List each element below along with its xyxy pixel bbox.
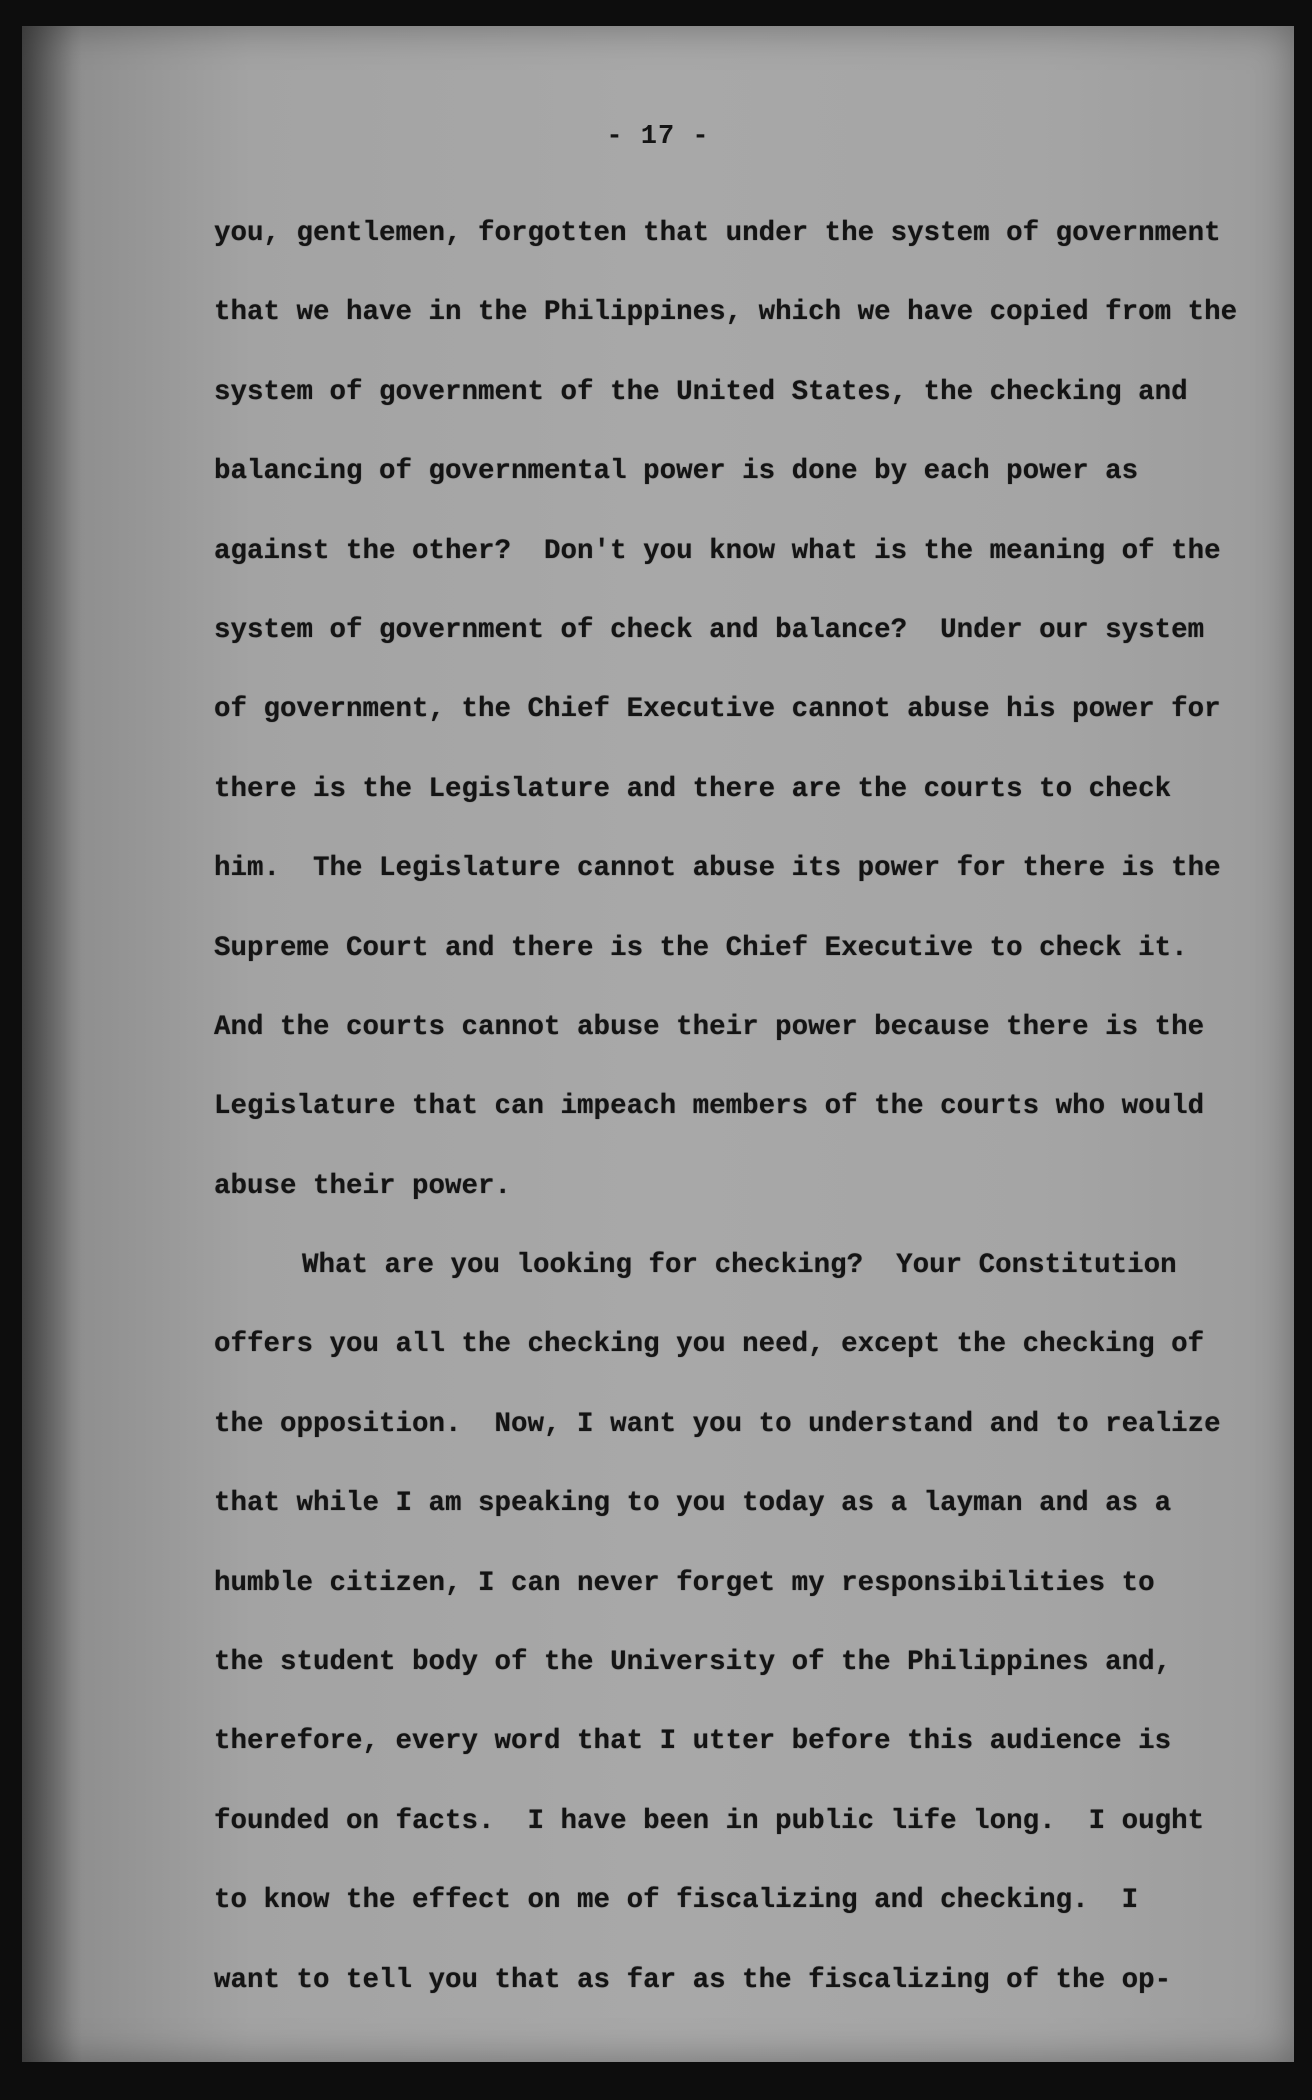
text-line: to know the effect on me of fiscalizing and checking. I — [214, 1885, 1139, 1917]
page-edge-shadow — [22, 26, 82, 2062]
typed-page — [22, 26, 1294, 2062]
text-line: founded on facts. I have been in public life long. I ought — [214, 1805, 1205, 1837]
text-line: Supreme Court and there is the Chief Executive to check it. — [214, 932, 1188, 964]
text-line: of government, the Chief Executive cannot abuse his power for — [214, 694, 1221, 726]
text-line: offers you all the checking you need, except the checking of — [214, 1329, 1205, 1361]
text-line: humble citizen, I can never forget my responsibilities to — [214, 1567, 1155, 1599]
text-line: want to tell you that as far as the fiscalizing of the op- — [214, 1964, 1172, 1996]
text-line: the student body of the University of the Philippines and, — [214, 1647, 1172, 1679]
text-line: And the courts cannot abuse their power because there is the — [214, 1011, 1205, 1043]
text-line: there is the Legislature and there are the courts to check — [214, 773, 1172, 805]
text-line-paragraph-start: What are you looking for checking? Your Constitution — [302, 1250, 1177, 1282]
text-line: the opposition. Now, I want you to understand and to realize — [214, 1408, 1221, 1440]
text-line: that we have in the Philippines, which we have copied from the — [214, 297, 1238, 329]
text-line: system of government of the United States, the checking and — [214, 376, 1188, 408]
text-line: you, gentlemen, forgotten that under the system of government — [214, 218, 1221, 249]
text-line: that while I am speaking to you today as a layman and as a — [214, 1488, 1172, 1520]
text-line: Legislature that can impeach members of the courts who would — [214, 1091, 1205, 1123]
text-line: abuse their power. — [214, 1170, 512, 1202]
text-line: balancing of governmental power is done by each power as — [214, 456, 1139, 488]
text-line: system of government of check and balance? Under our system — [214, 614, 1205, 646]
body-text — [214, 194, 1238, 2020]
text-line: against the other? Don't you know what is the meaning of the — [214, 535, 1221, 567]
text-line: therefore, every word that I utter before this audience is — [214, 1726, 1172, 1758]
page-number: - 17 - — [606, 122, 710, 152]
text-line: him. The Legislature cannot abuse its power for there is the — [214, 853, 1221, 885]
